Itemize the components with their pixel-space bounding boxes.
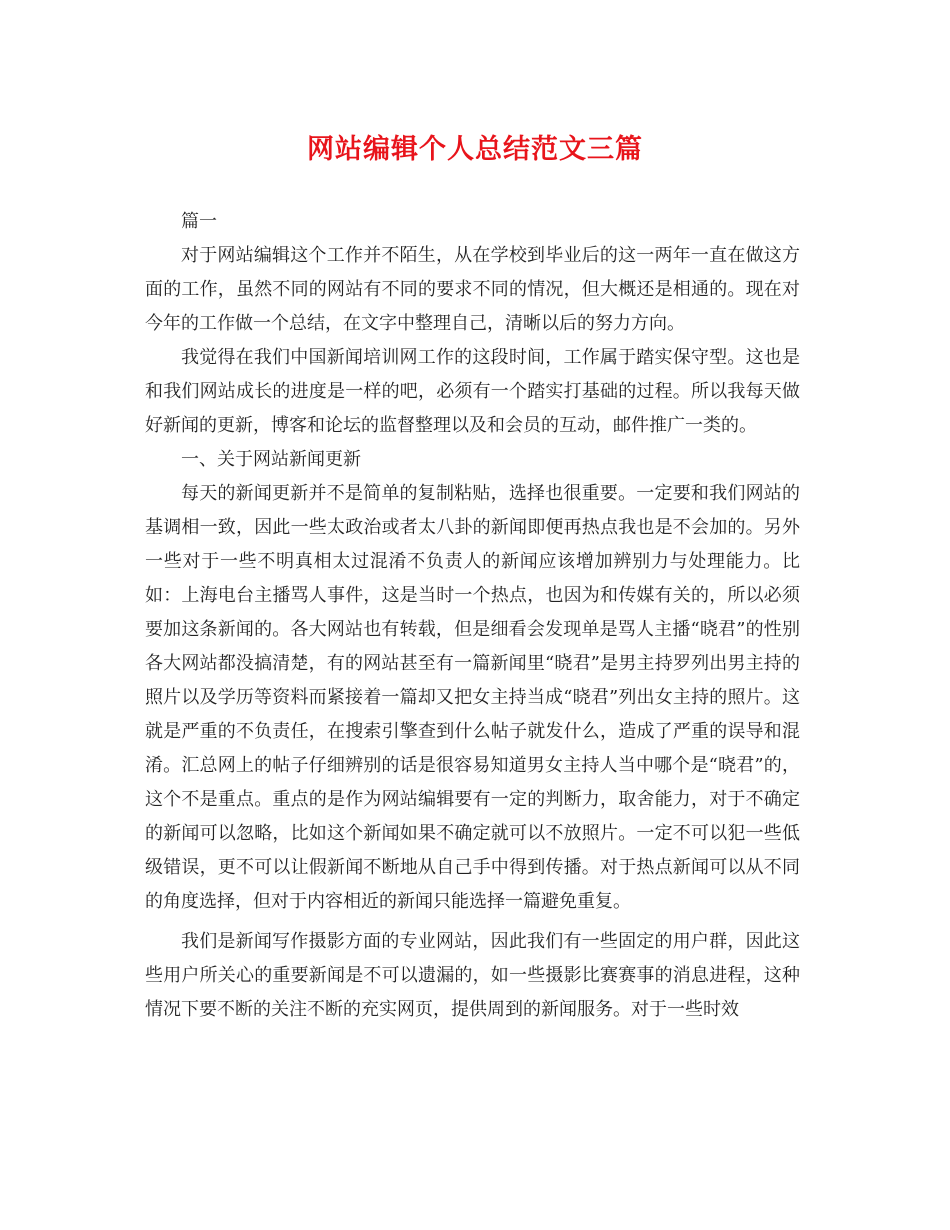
document-title: 网站编辑个人总结范文三篇 [307,134,643,165]
paragraph: 对于网站编辑这个工作并不陌生，从在学校到毕业后的这一两年一直在做这方面的工作，虽然不同的网站有不同的要求不同的情况，但大概还是相通的。现在对今年的工作做一个总结，在文字中整理自己，清晰以后的努力方向。 [145,245,800,334]
paragraph-section-label: 篇一 [181,211,217,232]
section-heading: 一、关于网站新闻更新 [181,449,361,470]
paragraph: 我们是新闻写作摄影方面的专业网站，因此我们有一些固定的用户群，因此这些用户所关心的重要新闻是不可以遗漏的，如一些摄影比赛赛事的消息进程，这种情况下要不断的关注不断的充实网页，提供周到的新闻服务。对于一些时效 [145,931,800,1020]
paragraph: 每天的新闻更新并不是简单的复制粘贴，选择也很重要。一定要和我们网站的基调相一致，因此一些太政治或者太八卦的新闻即便再热点我也是不会加的。另外一些对于一些不明真相太过混淆不负责人的新闻应该增加辨别力与处理能力。比如：上海电台主播骂人事件，这是当时一个热点，也因为和传媒有关的，所以必须要加这条新闻的。各大网站也有转载，但是细看会发现单是骂人主播“晓君”的性别各大网站都没搞清楚，有的网站甚至有一篇新闻里“晓君”是男主持罗列出男主持的照片以及学历等资料而紧接着一篇却又把女主持当成“晓君”列出女主持的照片。这就是严重的不负责任，在搜索引擎查到什么帖子就发什么，造成了严重的误导和混淆。汇总网上的帖子仔细辨别的话是很容易知道男女主持人当中哪个是“晓君”的，这个不是重点。重点的是作为网站编辑要有一定的判断力，取舍能力，对于不确定的新闻可以忽略，比如这个新闻如果不确定就可以不放照片。一定不可以犯一些低级错误，更不可以让假新闻不断地从自己手中得到传播。对于热点新闻可以从不同的角度选择，但对于内容相近的新闻只能选择一篇避免重复。 [145,483,800,912]
document-body [145,205,800,1027]
paragraph: 我觉得在我们中国新闻培训网工作的这段时间，工作属于踏实保守型。这也是和我们网站成长的进度是一样的吧，必须有一个踏实打基础的过程。所以我每天做好新闻的更新，博客和论坛的监督整理以及和会员的互动，邮件推广一类的。 [145,347,800,436]
